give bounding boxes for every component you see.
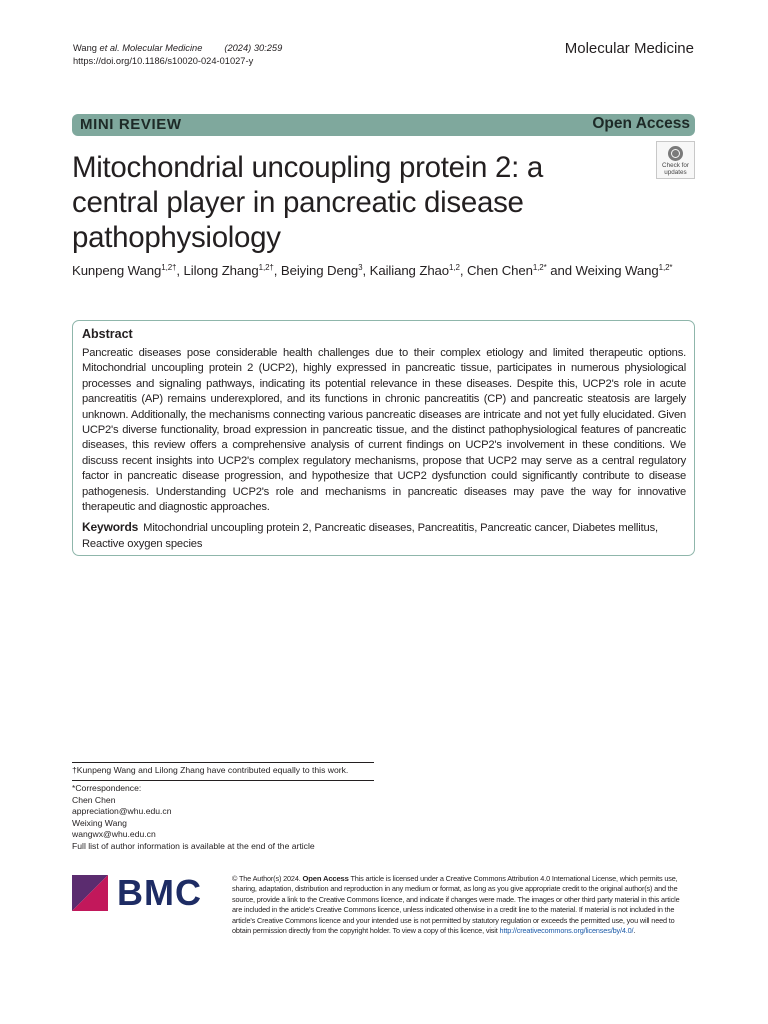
abstract-heading: Abstract <box>82 327 133 341</box>
author-name: Lilong Zhang <box>183 263 259 278</box>
keywords-label: Keywords <box>82 520 139 535</box>
license-link[interactable]: http://creativecommons.org/licenses/by/4.0/ <box>499 926 634 936</box>
check-for-updates-line1: Check for <box>662 162 689 169</box>
author-separator: , <box>273 263 281 278</box>
abstract-text: Pancreatic diseases pose considerable health challenges due to their complex etiology and limited therapeutic options. Mitochondrial uncoupling protein 2 (UCP2), highly expressed in pancreatic tissue, participates in numerous physiological processes and signaling pathways, indicating its potential relevance in these diseases. Despite this, UCP2's role in acute pancreatitis (AP) remains underexplored, and its functions in chronic pancreatitis (CP) and pancreatic steatosis are largely unknown. Additionally, the mechanisms connecting various pancreatic diseases are intricate and not yet fully elucidated. Given UCP2's diverse functionality, broad expression in pancreatic tissue, and the distinct pathophysiological features of pancreatic diseases, this review offers a comprehensive analysis of current findings on UCP2's involvement in these conditions. We discuss recent insights into UCP2's complex regulatory mechanisms, propose that UCP2 may serve as a central regulatory factor in pancreatic disease progression, and hypothesize that UCP2 dysfunction could significantly contribute to disease pathogenesis. Understanding UCP2's role and mechanisms in pancreatic diseases may pave the way for innovative therapeutic and diagnostic approaches. <box>82 347 686 514</box>
correspondence-label: *Correspondence: <box>72 783 142 793</box>
author-affiliation-sup: 1,2† <box>161 263 177 272</box>
citation-header <box>73 42 282 68</box>
check-for-updates-button[interactable] <box>656 141 695 179</box>
license-text <box>232 874 690 936</box>
correspondence-block <box>72 783 315 852</box>
abstract-box <box>72 320 695 556</box>
author-name: Beiying Deng <box>280 263 359 278</box>
license-body: This article is licensed under a Creative Commons Attribution 4.0 International License, which permits use, sharing, adaptation, distribution and reproduction in any medium or format, as long as you give appropriate credit to the original author(s) and the source, provide a link to the Creative Commons licence, and indicate if changes were made. The images or other third party material in this article are included in the article's Creative Commons licence, unless indicated otherwise in a credit line to the material. If material is not included in the article's Creative Commons licence and your intended use is not permitted by statutory regulation or exceeds the permitted use, you will need to obtain permission directly from the copyright holder. To view a copy of this licence, visit <box>232 874 680 936</box>
bmc-logo <box>72 874 212 914</box>
contact-email[interactable]: wangwx@whu.edu.cn <box>72 829 156 839</box>
author-name: Chen Chen <box>467 263 533 278</box>
bmc-logo-text: BMC <box>117 872 202 913</box>
bmc-logo-mark-icon <box>72 875 112 913</box>
doi-link[interactable]: https://doi.org/10.1186/s10020-024-01027-y <box>73 56 254 66</box>
article-type-label: MINI REVIEW <box>80 116 182 133</box>
license-end: . <box>633 926 636 936</box>
author-name: Kunpeng Wang <box>72 263 162 278</box>
author-affiliation-sup: 1,2* <box>658 263 673 272</box>
journal-name: Molecular Medicine <box>564 40 694 57</box>
crossmark-icon <box>668 146 683 161</box>
citation-journal: et al. Molecular Medicine <box>99 43 203 53</box>
check-for-updates-line2: updates <box>664 169 687 176</box>
author-name: Kailiang Zhao <box>369 263 450 278</box>
author-affiliation-sup: 1,2 <box>449 263 460 272</box>
open-access-label: Open Access <box>592 115 690 132</box>
citation-line <box>73 42 282 55</box>
article-title: Mitochondrial uncoupling protein 2: a central player in pancreatic disease pathophysiology <box>72 151 544 254</box>
footnote-divider <box>72 762 374 763</box>
footnote-divider <box>72 780 374 781</box>
keywords-text: Mitochondrial uncoupling protein 2, Pancreatic diseases, Pancreatitis, Pancreatic cancer, Diabetes mellitus, Reactive oxygen species <box>82 522 659 550</box>
author-list <box>72 263 672 278</box>
author-separator: , <box>362 263 370 278</box>
contact-name: Chen Chen <box>72 794 116 805</box>
keywords-row <box>82 520 686 552</box>
author-affiliation-sup: 1,2* <box>532 263 547 272</box>
author-separator: , <box>459 263 467 278</box>
equal-contribution-note: †Kunpeng Wang and Lilong Zhang have contributed equally to this work. <box>72 765 349 775</box>
article-type-banner <box>72 114 695 136</box>
author-separator: , <box>176 263 184 278</box>
author-separator: and <box>546 263 576 278</box>
citation-authors: Wang <box>73 43 100 53</box>
author-name: Weixing Wang <box>575 263 659 278</box>
citation-volume: (2024) 30:259 <box>224 43 283 53</box>
author-affiliation-sup: 1,2† <box>258 263 274 272</box>
license-open-access: Open Access <box>302 874 349 883</box>
contact-email[interactable]: appreciation@whu.edu.cn <box>72 806 172 816</box>
copyright-notice: © The Author(s) 2024. <box>232 874 301 883</box>
affiliation-note: Full list of author information is available at the end of the article <box>72 840 315 851</box>
contact-name: Weixing Wang <box>72 817 127 828</box>
author-affiliation-sup: 3 <box>358 263 363 272</box>
